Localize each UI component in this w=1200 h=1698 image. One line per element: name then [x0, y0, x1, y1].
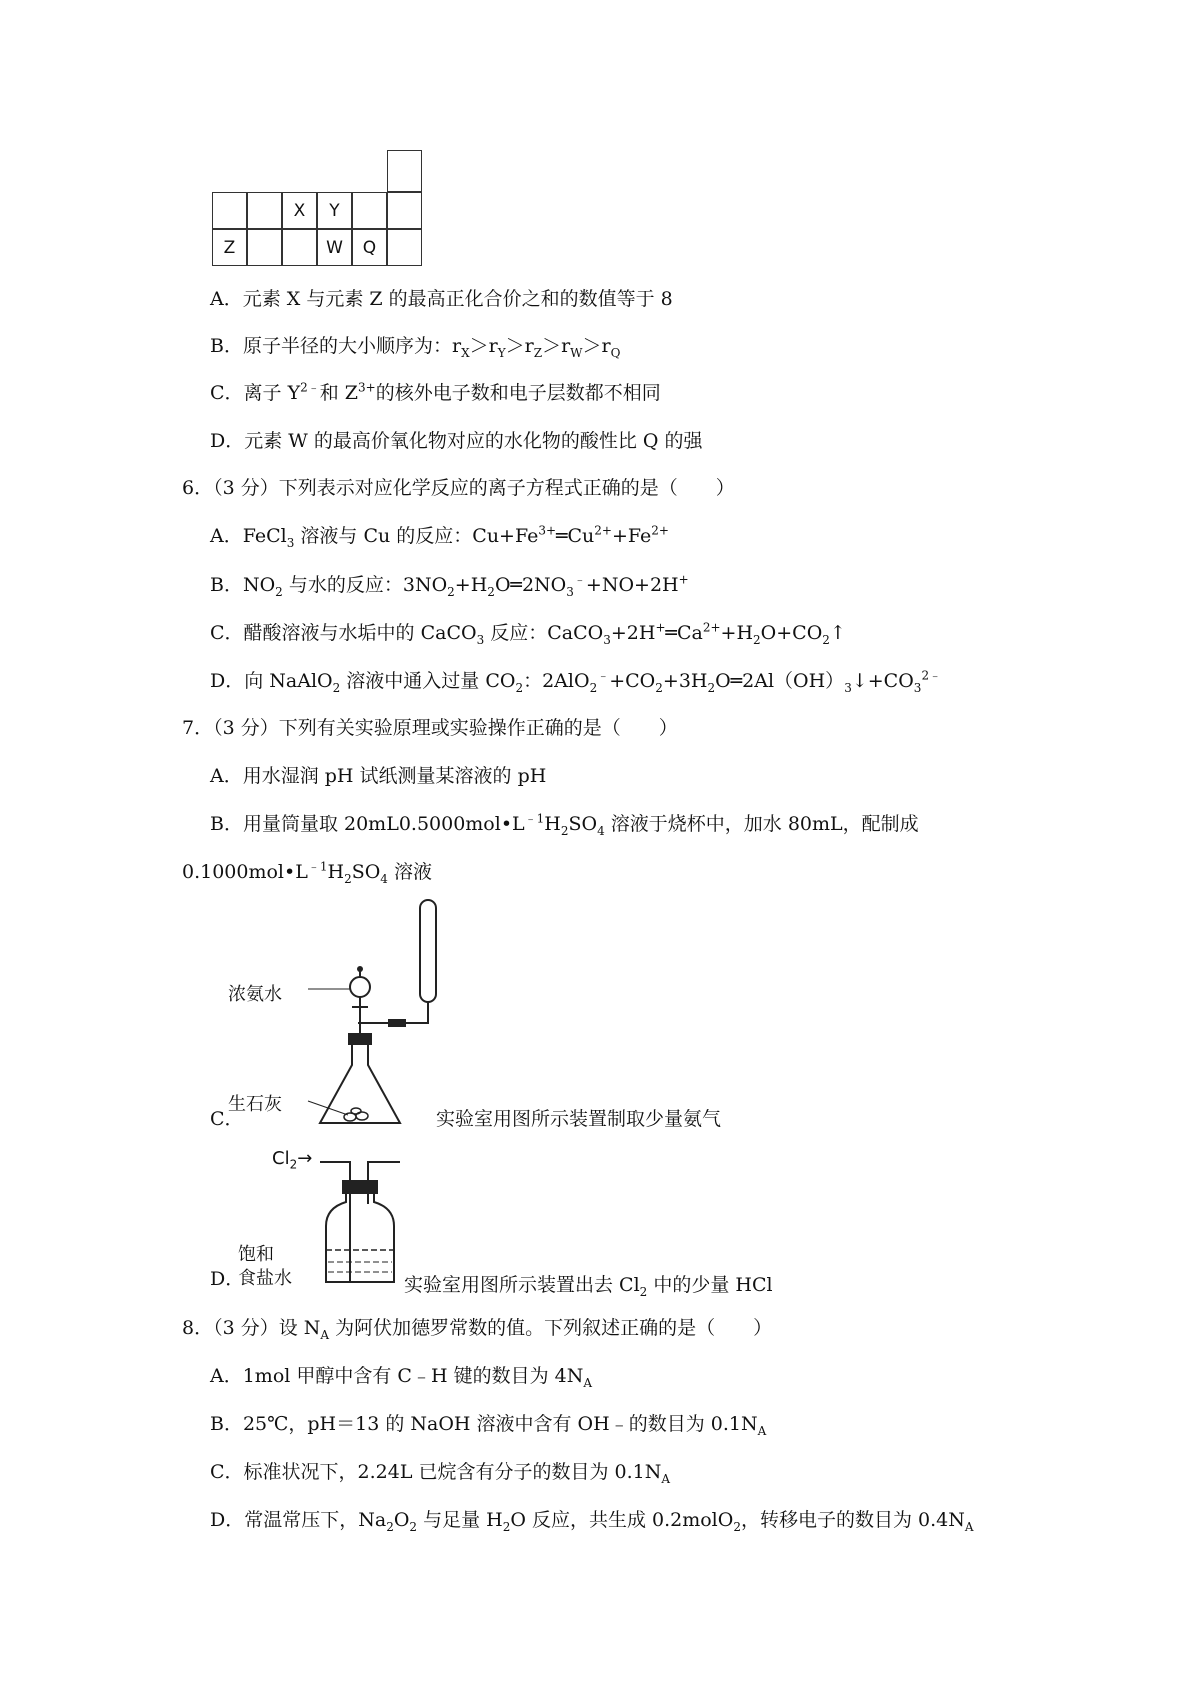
- table-cell-top: [387, 150, 422, 192]
- q8-option-d: D．常温常压下，$Na_2O_2$ 与足量 $H_2O$ 反应，共生成 0.2molO$_2$，转移电子的数目为 $0.4N_A$: [210, 1509, 974, 1534]
- table-cell: [247, 229, 282, 266]
- q7-option-d-label: D．: [210, 1268, 245, 1290]
- table-cell-q: Q: [352, 229, 387, 266]
- q5-option-d: D．元素 W 的最高价氧化物对应的水化物的酸性比 Q 的强: [210, 430, 703, 452]
- q7-option-a: A．用水湿润 pH 试纸测量某溶液的 pH: [210, 765, 547, 787]
- table-cell-w: W: [317, 229, 352, 266]
- table-cell-x: X: [282, 192, 317, 229]
- fig-label-concentrated-ammonia: 浓氨水: [228, 984, 282, 1005]
- q7-option-c-text: 实验室用图所示装置制取少量氨气: [436, 1108, 722, 1130]
- table-cell: [282, 229, 317, 266]
- fig-label-cl2: $Cl_2\to$: [272, 1148, 313, 1172]
- table-cell: [387, 229, 422, 266]
- q8-option-c: C．标准状况下，2.24L 已烷含有分子的数目为 $0.1N_A$: [210, 1461, 671, 1486]
- table-cell: [247, 192, 282, 229]
- gas-washing-bottle-figure: [320, 1146, 420, 1286]
- q7-option-b-continued: $0.1000mol•L^{﹣1}H_2SO_4$ 溶液: [182, 859, 432, 886]
- fig-label-brine: 食盐水: [238, 1268, 292, 1289]
- table-cell: [212, 192, 247, 229]
- ammonia-apparatus-figure: [270, 895, 450, 1135]
- table-cell: [352, 192, 387, 229]
- q5-option-a: A．元素 X 与元素 Z 的最高正化合价之和的数值等于 8: [210, 288, 673, 310]
- q6-heading: 6．（3 分）下列表示对应化学反应的离子方程式正确的是（ ）: [182, 477, 735, 499]
- q6-option-a: A．FeCl$_3$ 溶液与 Cu 的反应：$Cu+Fe^{3+}═Cu^{2+}+Fe^{2+}$: [210, 523, 669, 550]
- q8-option-b: B．25℃，pH＝13 的 NaOH 溶液中含有 OH﹣的数目为 $0.1N_A$: [210, 1413, 767, 1438]
- q7-option-c-label: C．: [210, 1108, 244, 1130]
- table-cell: [387, 192, 422, 229]
- periodic-table-figure: [212, 150, 422, 266]
- q6-option-c: C．醋酸溶液与水垢中的 CaCO$_3$ 反应：$CaCO_3+2H^+═Ca^{2+}+H_2O+CO_2↑$: [210, 620, 846, 647]
- q6-option-b: B．$NO_2$ 与水的反应：$3NO_2+H_2O═2NO_3^﹣+NO+2H^+$: [210, 572, 689, 599]
- q5-option-c: C．离子 $Y^{2﹣}$和 $Z^{3+}$的核外电子数和电子层数都不相同: [210, 380, 661, 404]
- q8-heading: 8．（3 分）设 $N_A$ 为阿伏加德罗常数的值。下列叙述正确的是（ ）: [182, 1317, 773, 1342]
- q7-heading: 7．（3 分）下列有关实验原理或实验操作正确的是（ ）: [182, 717, 678, 739]
- table-cell-z: Z: [212, 229, 247, 266]
- q6-option-d: D．向 NaAlO$_2$ 溶液中通入过量 $CO_2$：$2AlO_2^﹣+CO_2+3H_2O═2Al(OH)_3↓+CO_3^{2﹣}$: [210, 668, 942, 695]
- q8-option-a: A．1mol 甲醇中含有 C﹣H 键的数目为 $4N_A$: [210, 1365, 592, 1390]
- fig-label-quicklime: 生石灰: [228, 1094, 282, 1115]
- fig-label-saturated: 饱和: [238, 1244, 274, 1265]
- q7-option-d-text: 实验室用图所示装置出去 $Cl_2$ 中的少量 HCl: [404, 1274, 773, 1299]
- table-cell-y: Y: [317, 192, 352, 229]
- q5-option-b: B．原子半径的大小顺序为：$r_X>r_Y>r_Z>r_W>r_Q$: [210, 335, 621, 360]
- q7-option-b: B．用量筒量取 $20mL0.5000mol•L^{﹣1}H_2SO_4$ 溶液于烧杯中，加水 80mL，配制成: [210, 811, 919, 838]
